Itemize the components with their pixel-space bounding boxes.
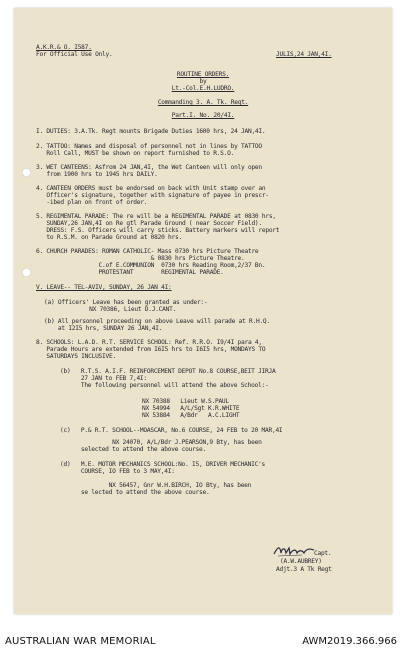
punch-hole — [22, 268, 31, 277]
order-duties: I. DUTIES: 3.A.Tk. Regt mounts Brigade Duties 1600 hrs, 24 JAN,4I. — [36, 128, 266, 135]
punch-hole — [22, 168, 31, 177]
order-church-line: 6. CHURCH PARADES: ROMAN CATHOLIC- Mass 0730 hrs Picture Theatre — [36, 248, 259, 255]
order-schools-line: 8. SCHOOLS: L.A.D. R.T. SERVICE SCHOOL: Ref. R.R.O. I9/4I para 4, — [36, 339, 262, 346]
caption-bar — [0, 619, 405, 653]
order-schools-line: Parade Hours are extended from I6I5 hrs to I6I5 hrs, MONDAYS TO — [36, 346, 266, 353]
classification: For Official Use Only. — [36, 51, 113, 58]
order-parade-line: SUNDAY,26 JAN,4I on Re gtl Parade Ground ( near Soccer Field). — [36, 220, 262, 227]
order-school-d-line: se lected to attend the above course. — [60, 489, 210, 496]
document-reference: A.K.R.& O. I587. — [36, 44, 92, 51]
signatory-rank: Capt. — [314, 550, 332, 557]
document-page — [14, 8, 392, 614]
order-school-c-line: NX 24070, A/L/Bdr J.PEARSON,9 Bty, has been — [60, 439, 262, 446]
order-canteens-line: 3. WET CANTEENS: Asfrom 24 JAN,4I, the Wet Canteen will only open — [36, 164, 262, 171]
order-parade-line: 5. REGIMENTAL PARADE: The re will be a REGIMENTAL PARADE at 0830 hrs, — [36, 213, 276, 220]
order-school-c-line: (c) P.& R.T. SCHOOL--MOASCAR, No.6 COURSE, 24 FEB to 20 MAR,4I — [60, 427, 283, 434]
order-canteens-line: from 1900 hrs to 1945 hrs DAILY. — [36, 171, 158, 178]
document-title: ROUTINE ORDERS. — [176, 71, 230, 78]
order-school-b-line: The following personnel will attend the above School:- — [60, 382, 269, 389]
order-parade-line: DRESS: F.S. Officers will carry sticks. Battery markers will report — [36, 227, 280, 234]
order-canteen-orders-line: 4. CANTEEN ORDERS must be endorsed on back with Unit stamp over an — [36, 185, 266, 192]
order-parade-line: to R.S.M. on Parade Ground at 0820 hrs. — [36, 234, 182, 241]
order-church-line: & 0830 hrs Picture Theatre. — [36, 255, 245, 262]
order-church-line: C.of E.COMMUNION 0730 hrs Reading Room,2/37 Bn. — [36, 262, 266, 269]
order-school-c-line: selected to attend the above course. — [60, 446, 206, 453]
order-tattoo-line: 2. TATTOO: Names and disposal of personnel not in lines by TATTOO — [36, 143, 262, 150]
order-leave: V. LEAVE-- TEL-AVIV, SUNDAY, 26 JAN 4I: — [36, 284, 172, 291]
order-school-d-line: NX 56457, Gnr W.H.BIRCH, IO Bty, has been — [60, 482, 252, 489]
signatory-name: (A.W.AUBREY) — [280, 558, 322, 565]
order-church-line: PROTESTANT REGIMENTAL PARADE. — [36, 269, 224, 276]
command-line: Commanding 3. A. Tk. Regt. — [157, 99, 249, 106]
order-leave-b-line: at I2I5 hrs, SUNDAY 26 JAN,4I. — [44, 325, 163, 332]
order-school-d-line: COURSE, IO FEB to 3 MAY,4I: — [60, 468, 175, 475]
place-date: JULIS,24 JAN,4I. — [276, 51, 332, 58]
order-school-b-line: 27 JAN to FEB 7,4I: — [60, 375, 147, 382]
handwritten-signature — [272, 542, 316, 558]
order-canteen-orders-line: -ibed plan on front of order. — [36, 199, 148, 206]
personnel-entry: NX 70388 Lieut W.S.PAUL — [142, 398, 229, 405]
order-leave-a-line: NX 70386, Lieut D.J.CANT. — [44, 306, 177, 313]
personnel-entry: NX 54994 A/L/Sgt K.R.WHITE — [142, 405, 240, 412]
commanding-officer: Lt.-Col.E.H.LUDRO. — [171, 85, 235, 92]
order-leave-b-line: (b) All personnel proceeding on above Leave will parade at R.H.Q. — [44, 318, 270, 325]
order-school-b-line: (b) R.T.S. A.I.F. REINFORCEMENT DEPOT No.8 COURSE,BEIT JIRJA — [60, 368, 276, 375]
order-schools-line: SATURDAYS INCLUSIVE. — [36, 353, 116, 360]
order-leave-a-line: (a) Officers' Leave has been granted as under:- — [44, 299, 208, 306]
order-canteen-orders-line: Officer's signature, together with signature of payee in prescr- — [36, 192, 269, 199]
order-tattoo-line: Roll Call, MUST be shown on report furnished to R.S.O. — [36, 150, 235, 157]
part-number: Part.I. No. 20/4I. — [171, 112, 235, 119]
institution-label: AUSTRALIAN WAR MEMORIAL — [5, 636, 156, 647]
order-school-d-line: (d) M.E. MOTOR MECHANICS SCHOOL:No. I5, DRIVER MECHANIC's — [60, 461, 266, 468]
heading-by: by — [199, 78, 207, 85]
accession-number: AWM2019.366.966 — [302, 636, 397, 647]
signatory-appointment: Adjt.3 A Tk Regt — [276, 566, 332, 573]
personnel-entry: NX 53884 A/Bdr A.C.LIGHT — [142, 412, 240, 419]
